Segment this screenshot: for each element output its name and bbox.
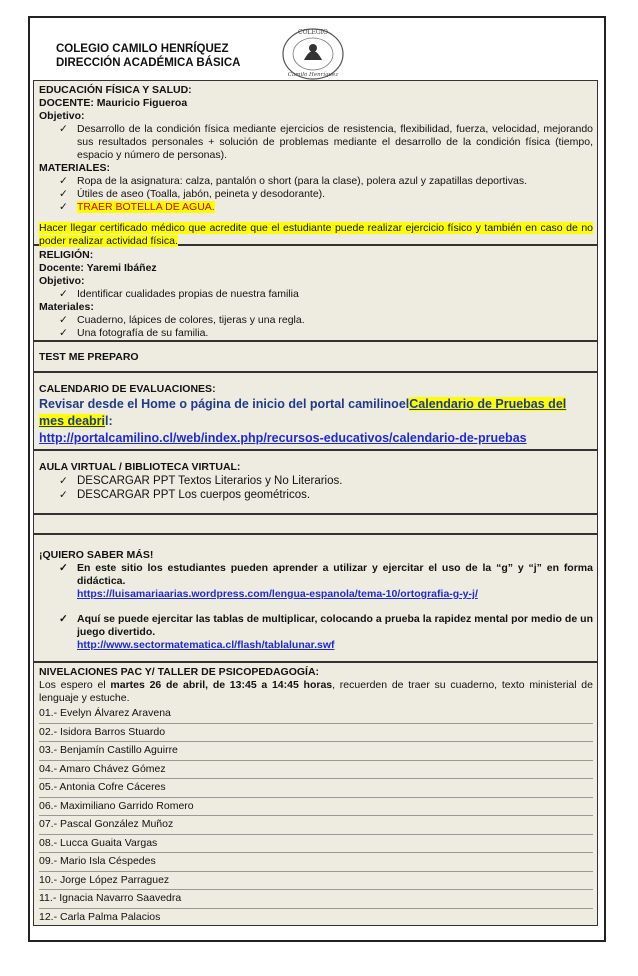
student-row: 01.- Evelyn Álvarez Aravena <box>39 705 593 724</box>
resource-link[interactable]: https://luisamariaarias.wordpress.com/lengua-espanola/tema-10/ortografia-g-y-j/ <box>77 588 478 600</box>
student-row: 05.- Antonia Cofre Cáceres <box>39 779 593 798</box>
section-title: AULA VIRTUAL / BIBLIOTECA VIRTUAL: <box>39 461 241 473</box>
student-row: 07.- Pascal González Muñoz <box>39 816 593 835</box>
material-item: ✓ Ropa de la asignatura: calza, pantalón o short (para la clase), polera azul y zapatillas deportivas. <box>59 175 593 188</box>
section-aula-virtual <box>33 450 598 514</box>
calendar-link[interactable]: http://portalcamilino.cl/web/index.php/recursos-educativos/calendario-de-pruebas <box>39 431 527 445</box>
download-ppt-link[interactable]: ✓ DESCARGAR PPT Textos Literarios y No Literarios. <box>59 474 593 488</box>
student-row: 11.- Ignacia Navarro Saavedra <box>39 890 593 909</box>
teacher-name: DOCENTE: Mauricio Figueroa <box>39 97 188 109</box>
objective-label: Objetivo: <box>39 110 85 122</box>
student-row: 06.- Maximiliano Garrido Romero <box>39 798 593 817</box>
section-title: TEST ME PREPARO <box>39 351 139 363</box>
objective-label: Objetivo: <box>39 275 85 287</box>
section-calendario <box>33 372 598 450</box>
student-row: 09.- Mario Isla Céspedes <box>39 853 593 872</box>
nivelaciones-intro: Los espero el martes 26 de abril, de 13:45 a 14:45 horas, recuerden de traer su cuaderno, texto ministerial de lenguaje y estuche. <box>39 679 593 704</box>
student-row: 08.- Lucca Guaita Vargas <box>39 835 593 854</box>
svg-text:Camilo Henríquez: Camilo Henríquez <box>287 72 339 78</box>
school-name: COLEGIO CAMILO HENRÍQUEZ <box>56 43 229 55</box>
empty-row <box>33 514 598 534</box>
download-ppt-link[interactable]: ✓ DESCARGAR PPT Los cuerpos geométricos. <box>59 488 593 502</box>
material-item: ✓ Una fotografía de su familia. <box>59 327 593 340</box>
school-header <box>56 42 240 70</box>
department-name: DIRECCIÓN ACADÉMICA BÁSICA <box>56 57 241 69</box>
resource-item: ✓ En este sitio los estudiantes pueden aprender a utilizar y ejercitar el uso de la “g” y “j” en forma didáctica. https://luisamariaarias.wordpress.com/lengua-espanola/tema-10/ortografia-g-y-j/ <box>59 562 593 601</box>
teacher-name: Docente: Yaremi Ibáñez <box>39 262 157 274</box>
school-logo <box>270 24 356 82</box>
objective-item: ✓ Identificar cualidades propias de nuestra familia <box>59 288 593 301</box>
svg-text:COLEGIO: COLEGIO <box>298 29 328 36</box>
section-test <box>33 341 598 372</box>
calendar-instruction: Revisar desde el Home o página de inicio del portal camilinoelCalendario de Pruebas del mes deabril: <box>39 397 567 428</box>
material-item: ✓ Cuaderno, lápices de colores, tijeras y una regla. <box>59 314 593 327</box>
materials-label: MATERIALES: <box>39 162 110 174</box>
student-row: 10.- Jorge López Parraguez <box>39 872 593 891</box>
content-sheet <box>33 80 598 926</box>
student-row: 02.- Isidora Barros Stuardo <box>39 724 593 743</box>
materials-label: Materiales: <box>39 301 94 313</box>
section-title: RELIGIÓN: <box>39 249 94 261</box>
resource-link[interactable]: http://www.sectormatematica.cl/flash/tablalunar.swf <box>77 639 335 651</box>
student-row: 03.- Benjamín Castillo Aguirre <box>39 742 593 761</box>
section-title: EDUCACIÓN FÍSICA Y SALUD: <box>39 84 192 96</box>
section-title: ¡QUIERO SABER MÁS! <box>39 549 154 561</box>
student-row: 04.- Amaro Chávez Gómez <box>39 761 593 780</box>
section-quiero-saber-mas <box>33 534 598 662</box>
section-title: CALENDARIO DE EVALUACIONES: <box>39 383 216 395</box>
section-religion <box>33 245 598 341</box>
material-item: ✓ TRAER BOTELLA DE AGUA. <box>59 201 593 214</box>
material-item: ✓ Útiles de aseo (Toalla, jabón, peineta y desodorante). <box>59 188 593 201</box>
objective-item: ✓ Desarrollo de la condición física mediante ejercicios de resistencia, flexibilidad, fuerza, velocidad, mejorando sus resultados personales + solución de problemas mediante el desarrollo de la condición física (tiempo, espacio y número de personas). <box>59 123 593 162</box>
section-educacion-fisica <box>33 80 598 245</box>
resource-item: ✓ Aquí se puede ejercitar las tablas de multiplicar, colocando a prueba la rapidez mental por medio de un juego divertido. http://www.sectormatematica.cl/flash/tablalunar.swf <box>59 613 593 652</box>
student-row: 12.- Carla Palma Palacios <box>39 910 161 923</box>
medical-note: Hacer llegar certificado médico que acredite que el estudiante puede realizar ejercicio físico y también en caso de no poder realizar actividad física. <box>39 222 593 247</box>
student-list <box>39 705 593 926</box>
section-nivelaciones <box>33 662 598 926</box>
section-title: NIVELACIONES PAC Y/ TALLER DE PSICOPEDAGOGÍA: <box>39 666 320 678</box>
